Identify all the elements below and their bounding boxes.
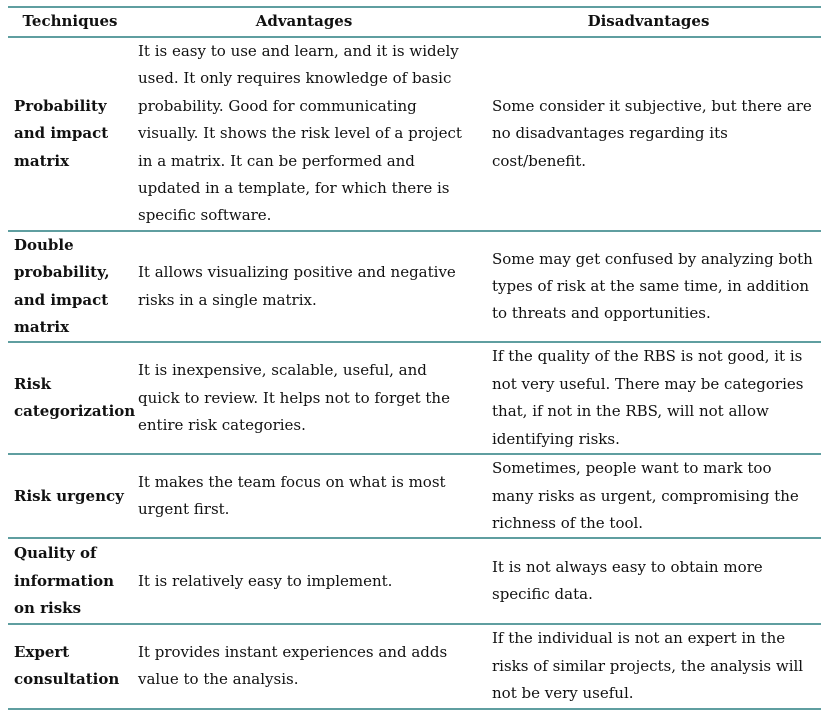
disadvantages-cell: Some may get confused by analyzing both types of risk at the same time, in addition to threats and opportunities. xyxy=(476,231,821,343)
risk-techniques-table xyxy=(8,6,821,710)
advantages-cell: It makes the team focus on what is most urgent first. xyxy=(132,454,476,538)
table-container xyxy=(8,6,821,710)
advantages-cell: It is inexpensive, scalable, useful, and quick to review. It helps not to forget the entire risk categories. xyxy=(132,342,476,454)
table-row xyxy=(8,37,821,231)
table-row xyxy=(8,342,821,454)
table-row xyxy=(8,538,821,624)
technique-cell: Risk categorization xyxy=(8,342,132,454)
disadvantages-cell: If the individual is not an expert in the risks of similar projects, the analysis will not be very useful. xyxy=(476,624,821,708)
header-techniques: Techniques xyxy=(8,7,132,37)
table-row xyxy=(8,624,821,708)
technique-cell: Probability and impact matrix xyxy=(8,37,132,231)
advantages-cell: It allows visualizing positive and negative risks in a single matrix. xyxy=(132,231,476,343)
table-row xyxy=(8,231,821,343)
table-row xyxy=(8,454,821,538)
technique-cell: Double probability, and impact matrix xyxy=(8,231,132,343)
technique-cell: Risk urgency xyxy=(8,454,132,538)
disadvantages-cell: It is not always easy to obtain more specific data. xyxy=(476,538,821,624)
technique-cell: Expert consultation xyxy=(8,624,132,708)
advantages-cell: It is easy to use and learn, and it is widely used. It only requires knowledge of basic probability. Good for communicating visually. It shows the risk level of a project in a matrix. It can be performed and updated in a template, for which there is specific software. xyxy=(132,37,476,231)
header-advantages: Advantages xyxy=(132,7,476,37)
disadvantages-cell: If the quality of the RBS is not good, it is not very useful. There may be categories that, if not in the RBS, will not allow identifying risks. xyxy=(476,342,821,454)
disadvantages-cell: Sometimes, people want to mark too many risks as urgent, compromising the richness of the tool. xyxy=(476,454,821,538)
disadvantages-cell: Some consider it subjective, but there are no disadvantages regarding its cost/benefit. xyxy=(476,37,821,231)
advantages-cell: It is relatively easy to implement. xyxy=(132,538,476,624)
header-disadvantages: Disadvantages xyxy=(476,7,821,37)
table-header-row xyxy=(8,7,821,37)
advantages-cell: It provides instant experiences and adds value to the analysis. xyxy=(132,624,476,708)
technique-cell: Quality of information on risks xyxy=(8,538,132,624)
